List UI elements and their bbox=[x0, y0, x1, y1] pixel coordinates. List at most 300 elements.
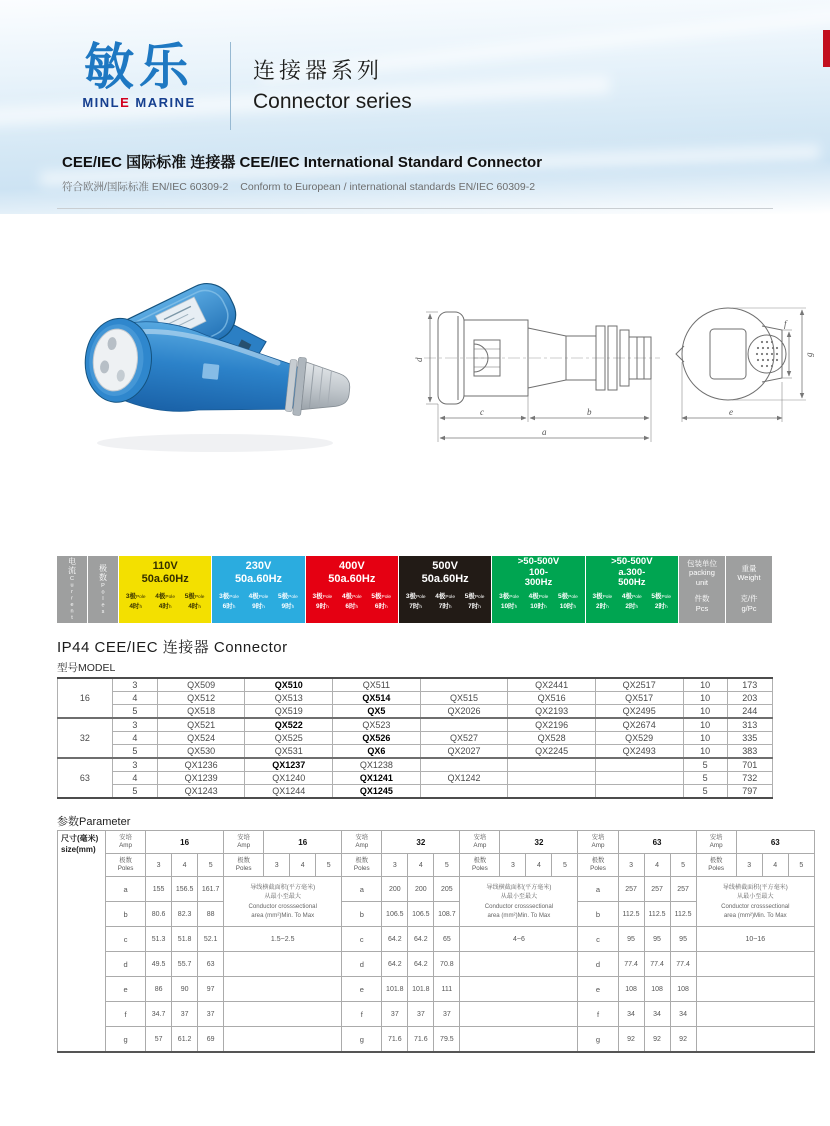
model-cell: QX1239 bbox=[157, 772, 245, 785]
weight-column bbox=[726, 556, 773, 623]
dim-value-cell: 34.7 bbox=[146, 1002, 172, 1027]
dim-value-cell: 200 bbox=[382, 877, 408, 902]
hour-line bbox=[524, 602, 553, 612]
model-cell: QX528 bbox=[508, 732, 596, 745]
pole-line bbox=[588, 592, 617, 602]
pole-line bbox=[214, 592, 243, 602]
section-divider-line bbox=[57, 208, 773, 209]
hour-value: 6时 bbox=[222, 602, 233, 610]
hour-suffix: h bbox=[606, 604, 609, 610]
pole-hour-cell bbox=[214, 592, 243, 623]
pole-line bbox=[524, 592, 553, 602]
hour-line bbox=[180, 602, 209, 612]
pole-count: 5极 bbox=[651, 593, 662, 600]
poles-cell: 3 bbox=[112, 758, 157, 772]
conductor-range-cell: 4~6 bbox=[460, 927, 578, 952]
model-cell bbox=[508, 758, 596, 772]
dim-value-cell: 92 bbox=[644, 1027, 670, 1053]
model-cell: QX519 bbox=[245, 705, 333, 719]
pole-hour-cell bbox=[367, 592, 396, 623]
pole-count-cell: 5 bbox=[788, 854, 814, 877]
pole-count: 5极 bbox=[371, 593, 382, 600]
conductor-note-cell bbox=[460, 877, 578, 927]
pole-count-cell: 3 bbox=[500, 854, 526, 877]
pole-suffix: Pole bbox=[258, 595, 269, 600]
dim-value-cell: 257 bbox=[644, 877, 670, 902]
model-cell: QX521 bbox=[157, 718, 245, 732]
model-cell: QX1238 bbox=[333, 758, 421, 772]
amp-label-cn: 安培 bbox=[473, 833, 487, 841]
dim-letter-cell: b bbox=[106, 902, 146, 927]
hour-suffix: h bbox=[419, 604, 423, 610]
weight-column-sub bbox=[726, 590, 772, 623]
dim-value-cell: 112.5 bbox=[618, 902, 644, 927]
dim-letter-cell: g bbox=[106, 1027, 146, 1053]
hour-line bbox=[121, 602, 150, 612]
model-cell: QX2517 bbox=[595, 678, 683, 692]
pole-suffix: Pole bbox=[288, 595, 298, 600]
poles-cell: 3 bbox=[112, 718, 157, 732]
pole-line bbox=[553, 592, 582, 602]
pole-count-cell: 5 bbox=[198, 854, 224, 877]
dim-label-c: c bbox=[480, 407, 484, 417]
pole-count: 3极 bbox=[592, 593, 603, 600]
series-title-cn: 连接器系列 bbox=[253, 58, 384, 83]
amp-value-cell: 63 bbox=[736, 831, 814, 854]
empty-cell bbox=[460, 1027, 578, 1053]
hour-suffix: h bbox=[448, 604, 452, 610]
pole-line bbox=[308, 592, 337, 602]
dim-value-cell: 108 bbox=[670, 977, 696, 1002]
dim-value-cell: 88 bbox=[198, 902, 224, 927]
model-cell: QX6 bbox=[333, 745, 421, 759]
dim-value-cell: 63 bbox=[198, 952, 224, 977]
amp-label-cell bbox=[696, 831, 736, 854]
empty-cell bbox=[460, 1002, 578, 1027]
empty-cell bbox=[224, 1027, 342, 1053]
technical-drawing bbox=[410, 282, 820, 457]
param-amp-row bbox=[58, 831, 815, 854]
dim-letter-cell: c bbox=[342, 927, 382, 952]
pole-count: 3极 bbox=[312, 593, 323, 600]
dim-value-cell: 97 bbox=[198, 977, 224, 1002]
pole-hour-cell bbox=[494, 592, 523, 623]
model-cell: QX1243 bbox=[157, 785, 245, 799]
dim-value-cell: 34 bbox=[644, 1002, 670, 1027]
pole-count-cell: 4 bbox=[644, 854, 670, 877]
voltage-header bbox=[306, 556, 398, 590]
hour-suffix: h bbox=[198, 604, 201, 610]
dim-letter-cell: d bbox=[578, 952, 618, 977]
packing-column-sub bbox=[679, 590, 725, 623]
amp-label-en: Amp bbox=[119, 842, 133, 849]
poles-header-cell bbox=[88, 556, 119, 623]
hour-value: 7时 bbox=[468, 602, 479, 610]
pole-hour-cell bbox=[524, 592, 553, 623]
current-label-en: Current bbox=[69, 576, 75, 622]
poles-label-cn: 极数 bbox=[355, 856, 369, 864]
dim-value-cell: 161.7 bbox=[198, 877, 224, 902]
pole-hour-cell bbox=[588, 592, 617, 623]
dim-value-cell: 77.4 bbox=[644, 952, 670, 977]
dim-value-cell: 86 bbox=[146, 977, 172, 1002]
poles-label-cn: 极数 bbox=[473, 856, 487, 864]
hour-line bbox=[273, 602, 302, 612]
hour-value: 4时 bbox=[129, 602, 140, 610]
model-table-row bbox=[58, 732, 773, 745]
amp-label-cell bbox=[224, 831, 264, 854]
model-cell: QX523 bbox=[333, 718, 421, 732]
pole-count-cell: 5 bbox=[670, 854, 696, 877]
dim-value-cell: 156.5 bbox=[172, 877, 198, 902]
model-cell: QX513 bbox=[245, 692, 333, 705]
dim-value-cell: 70.8 bbox=[434, 952, 460, 977]
model-cell: QX1242 bbox=[420, 772, 508, 785]
conductor-note-cn: 导线横截面积(平方毫米) bbox=[722, 884, 788, 892]
poles-label-en: Poles bbox=[117, 865, 134, 872]
amp-label-cell bbox=[460, 831, 500, 854]
model-cell: QX2674 bbox=[595, 718, 683, 732]
amp-label-en: Amp bbox=[355, 842, 369, 849]
dim-value-cell: 92 bbox=[670, 1027, 696, 1053]
pole-line bbox=[150, 592, 179, 602]
poles-cell: 5 bbox=[112, 745, 157, 759]
dim-letter-cell: g bbox=[342, 1027, 382, 1053]
hour-suffix: h bbox=[168, 604, 172, 610]
page-header bbox=[64, 39, 412, 130]
dim-letter-cell: d bbox=[342, 952, 382, 977]
model-cell: QX2441 bbox=[508, 678, 596, 692]
conductor-note-cn2: 从最小至最大 bbox=[737, 893, 774, 901]
brand-logo bbox=[64, 39, 214, 110]
product-photo bbox=[50, 248, 372, 460]
pole-count-cell: 4 bbox=[408, 854, 434, 877]
hour-suffix: h bbox=[544, 604, 547, 610]
pole-suffix: Pole bbox=[194, 595, 205, 600]
dim-letter-cell: a bbox=[578, 877, 618, 902]
pole-hour-cell bbox=[273, 592, 302, 623]
amp-label-en: Amp bbox=[591, 842, 605, 849]
poles-label-cn: 极数 bbox=[237, 856, 250, 864]
poles-label-cn: 极数 bbox=[591, 856, 605, 864]
brand-logo-en-right: MARINE bbox=[130, 95, 196, 110]
hour-line bbox=[553, 602, 582, 612]
model-table-row bbox=[58, 692, 773, 705]
pole-count-cell: 5 bbox=[552, 854, 578, 877]
hour-suffix: h bbox=[326, 604, 329, 610]
pole-suffix: Pole bbox=[135, 595, 146, 600]
amp-value-cell: 63 bbox=[618, 831, 696, 854]
dim-value-cell: 51.3 bbox=[146, 927, 172, 952]
amp-label-en: Amp bbox=[237, 842, 251, 849]
param-table-body bbox=[58, 831, 815, 1053]
hour-line bbox=[337, 602, 366, 612]
model-section-title: IP44 CEE/IEC 连接器 Connector bbox=[57, 639, 288, 656]
poles-cell: 3 bbox=[112, 678, 157, 692]
pole-suffix: Pole bbox=[165, 595, 176, 600]
conductor-note-cn: 导线横截面积(平方毫米) bbox=[250, 884, 316, 892]
packing-column-cn: 包装单位 bbox=[686, 558, 717, 568]
pole-hour-cell bbox=[647, 592, 676, 623]
dim-label-e: e bbox=[729, 407, 733, 417]
pole-line bbox=[121, 592, 150, 602]
hour-line bbox=[494, 602, 523, 612]
dim-value-cell: 37 bbox=[198, 1002, 224, 1027]
model-table-row bbox=[58, 772, 773, 785]
pole-count: 4极 bbox=[435, 593, 446, 600]
packing-column-en: packing bbox=[689, 568, 715, 578]
series-title-en: Connector series bbox=[253, 90, 412, 113]
model-section-subtitle: 型号MODEL bbox=[57, 662, 116, 674]
dim-value-cell: 95 bbox=[644, 927, 670, 952]
pole-line bbox=[647, 592, 676, 602]
pole-hour-cell bbox=[617, 592, 646, 623]
model-table-row bbox=[58, 678, 773, 692]
dim-letter-cell: c bbox=[578, 927, 618, 952]
dim-value-cell: 257 bbox=[618, 877, 644, 902]
pole-line bbox=[367, 592, 396, 602]
model-cell bbox=[595, 758, 683, 772]
dim-label-d: d bbox=[414, 357, 424, 362]
dim-value-cell: 52.1 bbox=[198, 927, 224, 952]
model-cell: QX2026 bbox=[420, 705, 508, 719]
pole-line bbox=[617, 592, 646, 602]
hour-line bbox=[214, 602, 243, 612]
model-cell: QX522 bbox=[245, 718, 333, 732]
hour-suffix: h bbox=[478, 604, 481, 610]
contact-dots bbox=[756, 341, 778, 367]
pole-suffix: Pole bbox=[602, 595, 613, 600]
pole-hour-cell bbox=[180, 592, 209, 623]
dim-letter-cell: f bbox=[106, 1002, 146, 1027]
param-data-row bbox=[58, 952, 815, 977]
dim-value-cell: 106.5 bbox=[408, 902, 434, 927]
hour-line bbox=[401, 602, 430, 612]
current-cell: 63 bbox=[58, 758, 113, 798]
pole-hour-cell bbox=[460, 592, 489, 623]
pole-count: 3极 bbox=[125, 593, 136, 600]
frequency-value: 50a.60Hz bbox=[328, 573, 376, 585]
pole-hour-row bbox=[399, 590, 491, 623]
pole-count: 4极 bbox=[341, 593, 353, 600]
poles-cell: 4 bbox=[112, 772, 157, 785]
document-subtitle-cn: 符合欧洲/国际标准 EN/IEC 60309-2 bbox=[62, 181, 229, 193]
document-title: CEE/IEC 国际标准 连接器 CEE/IEC International Standard Connector bbox=[62, 154, 543, 171]
model-cell: QX517 bbox=[595, 692, 683, 705]
weight-column-cn: 重量 bbox=[741, 563, 757, 573]
dim-value-cell: 64.2 bbox=[382, 952, 408, 977]
weight-cell: 732 bbox=[727, 772, 772, 785]
hour-suffix: h bbox=[384, 604, 388, 610]
pole-count-cell: 3 bbox=[382, 854, 408, 877]
parameter-section-title: 参数Parameter bbox=[57, 816, 131, 828]
weight-cell: 203 bbox=[727, 692, 772, 705]
pole-count: 4极 bbox=[155, 593, 166, 600]
dim-letter-cell: e bbox=[342, 977, 382, 1002]
hour-suffix: h bbox=[232, 604, 236, 610]
dim-value-cell: 64.2 bbox=[408, 952, 434, 977]
pole-line bbox=[337, 592, 366, 602]
poles-label-en: Poles bbox=[590, 865, 606, 872]
model-cell: QX2027 bbox=[420, 745, 508, 759]
frequency-value: a.300- bbox=[618, 566, 646, 578]
dim-value-cell: 112.5 bbox=[644, 902, 670, 927]
size-label-en: size(mm) bbox=[61, 844, 96, 854]
model-cell bbox=[508, 772, 596, 785]
dim-value-cell: 69 bbox=[198, 1027, 224, 1053]
hour-suffix: h bbox=[262, 604, 265, 610]
dim-value-cell: 108 bbox=[618, 977, 644, 1002]
poles-cell: 4 bbox=[112, 732, 157, 745]
hour-value: 7时 bbox=[409, 602, 420, 610]
amp-label-en: Amp bbox=[709, 842, 723, 849]
pcs-cell: 10 bbox=[683, 678, 727, 692]
weight-column-head bbox=[726, 556, 772, 590]
pole-hour-cell bbox=[401, 592, 430, 623]
pole-hour-cell bbox=[244, 592, 273, 623]
frequency-value: 50a.60Hz bbox=[141, 573, 189, 585]
dim-value-cell: 101.8 bbox=[382, 977, 408, 1002]
pole-count: 4极 bbox=[248, 593, 259, 600]
poles-label-en: Poles bbox=[353, 865, 370, 872]
model-cell: QX5 bbox=[333, 705, 421, 719]
dim-value-cell: 64.2 bbox=[382, 927, 408, 952]
size-label-cn: 尺寸(毫米) bbox=[61, 834, 99, 843]
poles-label-cn: 极数 bbox=[98, 563, 108, 582]
dim-value-cell: 95 bbox=[670, 927, 696, 952]
dim-value-cell: 112.5 bbox=[670, 902, 696, 927]
model-cell bbox=[420, 718, 508, 732]
poles-label-cn: 极数 bbox=[119, 856, 132, 864]
pole-hour-cell bbox=[121, 592, 150, 623]
pole-line bbox=[273, 592, 302, 602]
voltage-value: >50-500V bbox=[611, 556, 653, 568]
model-cell: QX2495 bbox=[595, 705, 683, 719]
model-cell bbox=[595, 785, 683, 799]
pole-count: 5极 bbox=[278, 593, 289, 600]
dim-value-cell: 106.5 bbox=[382, 902, 408, 927]
header-divider bbox=[230, 42, 231, 130]
hour-value: 9时 bbox=[252, 602, 263, 610]
model-table-body bbox=[58, 678, 773, 798]
empty-cell bbox=[696, 952, 814, 977]
amp-label-cn: 安培 bbox=[709, 833, 723, 841]
hour-value: 7时 bbox=[438, 602, 449, 610]
pole-hour-row bbox=[492, 590, 584, 623]
model-cell: QX515 bbox=[420, 692, 508, 705]
dim-letter-cell: e bbox=[578, 977, 618, 1002]
hour-value: 6时 bbox=[345, 602, 356, 610]
model-cell bbox=[420, 785, 508, 799]
model-cell: QX527 bbox=[420, 732, 508, 745]
voltage-value: 400V bbox=[338, 560, 365, 573]
voltage-value: 230V bbox=[245, 560, 272, 573]
poles-label-cn: 极数 bbox=[709, 856, 723, 864]
dim-value-cell: 90 bbox=[172, 977, 198, 1002]
title-bar bbox=[62, 151, 542, 194]
amp-label-cn: 安培 bbox=[237, 833, 250, 841]
conductor-note-en2: area (mm²)Min. To Max bbox=[251, 911, 315, 919]
amp-label-cn: 安培 bbox=[591, 833, 605, 841]
model-table-row bbox=[58, 758, 773, 772]
dim-value-cell: 95 bbox=[618, 927, 644, 952]
dim-value-cell: 80.6 bbox=[146, 902, 172, 927]
brand-logo-cn: 敏乐 bbox=[84, 39, 194, 95]
pole-suffix: Pole bbox=[381, 595, 392, 600]
pole-count-cell: 4 bbox=[172, 854, 198, 877]
pole-count: 5极 bbox=[558, 593, 569, 600]
dim-value-cell: 37 bbox=[408, 1002, 434, 1027]
dim-letter-cell: f bbox=[342, 1002, 382, 1027]
pole-suffix: Pole bbox=[445, 595, 455, 600]
pole-suffix: Pole bbox=[322, 595, 333, 600]
dim-value-cell: 71.6 bbox=[408, 1027, 434, 1053]
model-cell: QX525 bbox=[245, 732, 333, 745]
current-cell: 32 bbox=[58, 718, 113, 758]
dim-value-cell: 49.5 bbox=[146, 952, 172, 977]
pole-count-cell: 3 bbox=[264, 854, 290, 877]
pole-count-cell: 4 bbox=[290, 854, 316, 877]
current-header-cell bbox=[57, 556, 88, 623]
pcs-cell: 10 bbox=[683, 718, 727, 732]
hour-line bbox=[617, 602, 646, 612]
model-cell: QX518 bbox=[157, 705, 245, 719]
poles-label-en: Poles bbox=[235, 865, 252, 872]
dim-letter-cell: b bbox=[578, 902, 618, 927]
voltage-column bbox=[119, 556, 212, 623]
param-data-row bbox=[58, 977, 815, 1002]
hour-value: 4时 bbox=[158, 602, 169, 610]
conductor-note-cn2: 从最小至最大 bbox=[264, 893, 301, 901]
dim-value-cell: 200 bbox=[408, 877, 434, 902]
dim-label-g: g bbox=[804, 352, 814, 357]
pole-count-cell: 5 bbox=[434, 854, 460, 877]
pole-hour-row bbox=[586, 590, 678, 623]
current-cell: 16 bbox=[58, 678, 113, 718]
hour-suffix: h bbox=[573, 604, 577, 610]
model-table-row bbox=[58, 718, 773, 732]
hour-value: 9时 bbox=[281, 602, 292, 610]
model-cell: QX512 bbox=[157, 692, 245, 705]
dim-value-cell: 111 bbox=[434, 977, 460, 1002]
voltage-column bbox=[399, 556, 492, 623]
pole-line bbox=[430, 592, 459, 602]
conductor-note-cn: 导线横截面积(平方毫米) bbox=[486, 884, 552, 892]
param-data-row bbox=[58, 1027, 815, 1053]
conductor-range-cell: 10~16 bbox=[696, 927, 814, 952]
pole-hour-cell bbox=[337, 592, 366, 623]
conductor-note-en2: area (mm²)Min. To Max bbox=[487, 911, 551, 919]
dim-letter-cell: e bbox=[106, 977, 146, 1002]
pole-count: 3极 bbox=[405, 593, 416, 600]
hour-value: 2时 bbox=[595, 602, 607, 610]
pole-suffix: Pole bbox=[415, 595, 426, 600]
front-view bbox=[676, 308, 786, 400]
amp-label-en: Amp bbox=[473, 842, 487, 849]
amp-label-cell bbox=[578, 831, 618, 854]
conductor-note-cell bbox=[696, 877, 814, 927]
pole-count-cell: 4 bbox=[762, 854, 788, 877]
model-cell: QX511 bbox=[333, 678, 421, 692]
pole-hour-cell bbox=[308, 592, 337, 623]
hour-line bbox=[244, 602, 273, 612]
conductor-range-cell: 1.5~2.5 bbox=[224, 927, 342, 952]
hour-suffix: h bbox=[664, 604, 668, 610]
series-title bbox=[253, 42, 412, 114]
hour-suffix: h bbox=[514, 604, 518, 610]
packing-column bbox=[679, 556, 726, 623]
model-cell bbox=[595, 772, 683, 785]
